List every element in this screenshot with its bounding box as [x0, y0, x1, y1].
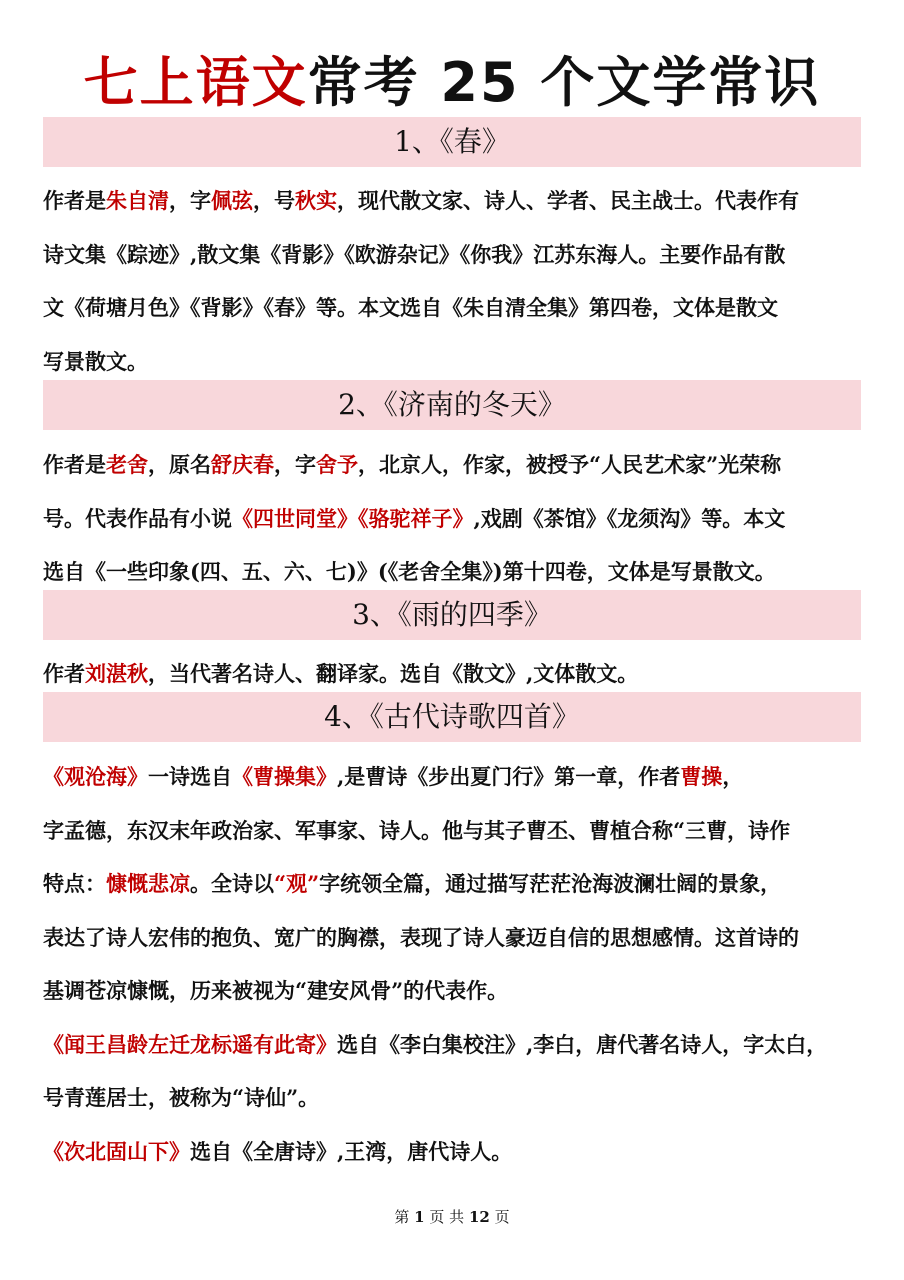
- highlighted-term: 《次北固山下》: [43, 1138, 190, 1164]
- highlighted-term: 朱自清: [106, 188, 169, 213]
- highlighted-term: 刘湛秋: [85, 661, 148, 686]
- text-line: [43, 228, 873, 282]
- highlighted-term: 秋实: [295, 188, 337, 213]
- text-segment: 。全诗以: [190, 871, 274, 896]
- text-segment: 一诗选自: [148, 764, 232, 789]
- text-segment: 文《荷塘月色》《背影》《春》等。本文选自《朱自清全集》第四卷，文体是散文: [43, 295, 778, 320]
- page-title: [0, 50, 904, 116]
- text-segment: 作者: [43, 661, 85, 686]
- text-segment: 基调苍凉慷慨，历来被视为“建安风骨”的代表作。: [43, 978, 509, 1003]
- text-line: [43, 438, 873, 492]
- footer-mid: 页 共: [429, 1208, 465, 1226]
- text-segment: 号青莲居士，被称为“诗仙”。: [43, 1085, 320, 1110]
- section-1-body: [43, 174, 873, 388]
- text-segment: 字统领全篇，通过描写茫茫沧海波澜壮阔的景象，: [319, 871, 782, 896]
- footer-page-number: 1: [414, 1208, 425, 1226]
- highlighted-term: 《四世同堂》《骆驼祥子》: [232, 505, 474, 531]
- text-line: [43, 174, 873, 228]
- highlighted-term: 舍予: [316, 452, 358, 477]
- section-2-body: [43, 438, 873, 599]
- page-footer: [0, 1206, 904, 1227]
- text-line: [43, 1125, 873, 1179]
- footer-prefix: 第: [394, 1208, 410, 1226]
- footer-total-pages: 12: [468, 1208, 490, 1226]
- title-highlight: 七上语文: [83, 51, 308, 114]
- section-2-heading: 2、《济南的冬天》: [43, 380, 861, 430]
- text-segment: 选自《全唐诗》,王湾，唐代诗人。: [190, 1138, 513, 1164]
- text-line: [43, 281, 873, 335]
- text-segment: 表达了诗人宏伟的抱负、宽广的胸襟，表现了诗人豪迈自信的思想感情。这首诗的: [43, 924, 799, 950]
- highlighted-term: 老舍: [106, 452, 148, 477]
- text-segment: ，字: [169, 188, 211, 213]
- highlighted-term: 舒庆春: [211, 452, 274, 477]
- highlighted-term: 慷慨悲凉: [106, 871, 190, 896]
- section-3-heading: 3、《雨的四季》: [43, 590, 861, 640]
- text-segment: ，北京人，作家，被授予“人民艺术家”光荣称: [358, 452, 782, 477]
- text-segment: 字孟德，东汉末年政治家、军事家、诗人。他与其子曹丕、曹植合称“三曹，诗作: [43, 817, 791, 843]
- text-segment: 诗文集《踪迹》,散文集《背影》《欧游杂记》《你我》江苏东海人。主要作品有散: [43, 241, 786, 267]
- text-line: [43, 750, 873, 804]
- text-segment: 作者是: [43, 188, 106, 213]
- section-4-heading: 4、《古代诗歌四首》: [43, 692, 861, 742]
- text-segment: ，当代著名诗人、翻译家。选自《散文》,文体散文。: [148, 661, 639, 686]
- highlighted-term: 《观沧海》: [43, 764, 148, 789]
- section-1-heading: 1、《春》: [43, 117, 861, 167]
- highlighted-term: 佩弦: [211, 188, 253, 213]
- text-segment: ，现代散文家、诗人、学者、民主战士。代表作有: [337, 188, 799, 213]
- text-segment: 作者是: [43, 452, 106, 477]
- text-segment: 号。代表作品有小说: [43, 505, 232, 531]
- highlighted-term: 曹操: [680, 764, 723, 789]
- highlighted-term: 《曹操集》: [232, 764, 337, 789]
- text-segment: ，原名: [148, 452, 211, 477]
- highlighted-term: 《闻王昌龄左迁龙标遥有此寄》: [43, 1031, 337, 1057]
- text-line: [43, 964, 873, 1018]
- text-line: [43, 1018, 873, 1072]
- highlighted-term: “观”: [274, 871, 320, 896]
- text-segment: ，字: [274, 452, 316, 477]
- text-line: [43, 1071, 873, 1125]
- text-segment: ,是曹诗《步出夏门行》第一章，作者: [337, 764, 681, 789]
- footer-suffix: 页: [494, 1208, 510, 1226]
- section-4-body: [43, 750, 873, 1178]
- text-line: [43, 911, 873, 965]
- text-segment: 特点：: [43, 871, 106, 896]
- text-segment: 写景散文。: [43, 348, 148, 374]
- text-line: [43, 804, 873, 858]
- text-segment: 选自《一些印象(四、五、六、七)》(《老舍全集》)第十四卷，文体是写景散文。: [43, 559, 776, 584]
- title-rest: 常考 25 个文学常识: [307, 51, 821, 114]
- text-segment: ，: [722, 764, 744, 789]
- text-line: [43, 857, 873, 911]
- text-segment: 选自《李白集校注》,李白，唐代著名诗人，字太白，: [337, 1031, 828, 1057]
- text-line: [43, 492, 873, 546]
- text-segment: ,戏剧《茶馆》《龙须沟》等。本文: [473, 505, 786, 531]
- text-segment: ，号: [253, 188, 295, 213]
